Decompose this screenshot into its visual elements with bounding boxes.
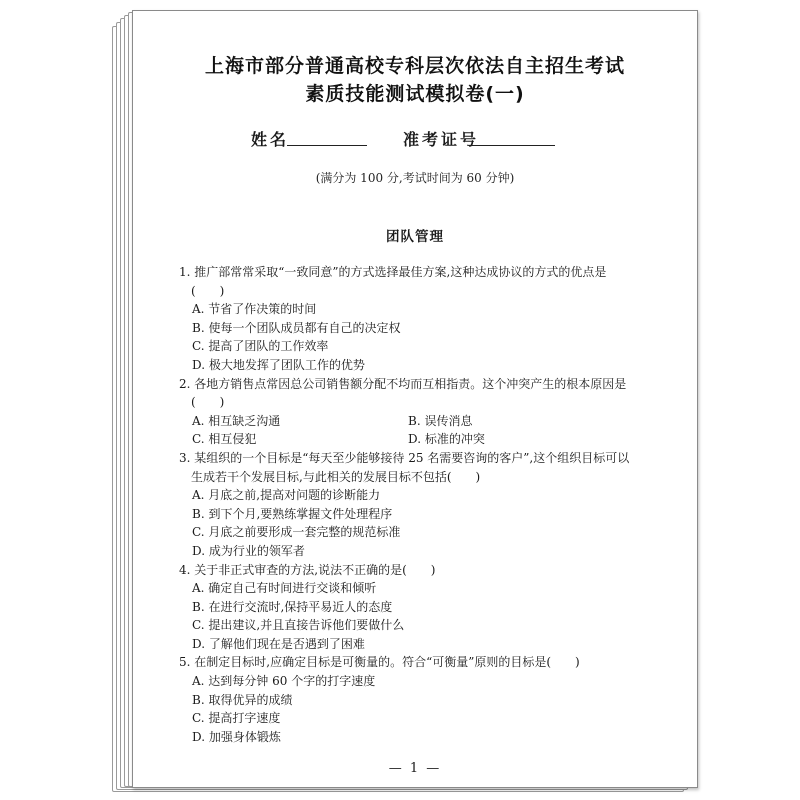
question-list [179,263,669,746]
option-c: C. 相互侵犯 [192,432,257,447]
question-item [179,449,669,561]
option-d: D. 标准的冲突 [408,432,485,447]
option-b: B. 取得优异的成绩 [192,692,293,707]
option-d: D. 加强身体锻炼 [192,729,281,744]
question-text: 5. 在制定目标时,应确定目标是可衡量的。符合“可衡量”原则的目标是( ) [179,655,580,670]
options-list [179,579,669,653]
question-text-continued: 生成若干个发展目标,与此相关的发展目标不包括( ) [191,469,481,484]
section-title: 团队管理 [386,229,444,245]
options-list [179,300,669,374]
option-b: B. 误传消息 [408,413,473,428]
question-item [179,561,669,654]
options-list [179,672,669,746]
option-b: B. 使每一个团队成员都有自己的决定权 [192,320,401,335]
exam-id-label: 准考证号 [403,130,480,149]
option-c: C. 提高了团队的工作效率 [192,339,329,354]
question-text: 3. 某组织的一个目标是“每天至少能够接待 25 名需要咨询的客户”,这个组织目标可以 [179,450,630,465]
question-text-continued: ( ) [191,283,225,298]
option-a: A. 确定自己有时间进行交谈和倾听 [192,581,377,596]
question-item [179,653,669,746]
name-blank-line [287,145,367,146]
option-d: D. 了解他们现在是否遇到了困难 [192,636,365,651]
option-c: C. 提出建议,并且直接告诉他们要做什么 [192,618,405,633]
question-text: 1. 推广部常常采取“一致同意”的方式选择最佳方案,这种达成协议的方式的优点是 [179,265,607,279]
option-b: B. 到下个月,要熟练掌握文件处理程序 [192,506,393,521]
options-grid [179,412,669,449]
question-text-continued: ( ) [191,395,225,410]
exam-id-blank-line [471,145,555,146]
name-label: 姓名 [251,130,290,149]
option-a: A. 月底之前,提高对问题的诊断能力 [192,488,381,503]
option-d: D. 成为行业的领军者 [192,543,305,558]
option-b: B. 在进行交流时,保持平易近人的态度 [192,599,393,614]
option-c: C. 月底之前要形成一套完整的规范标准 [192,525,401,540]
question-item [179,263,669,375]
option-a: A. 节省了作决策的时间 [192,302,317,317]
question-item [179,375,669,449]
page-number: — 1 — [388,761,442,776]
exam-title-line-1: 上海市部分普通高校专科层次依法自主招生考试 [204,55,625,77]
exam-paper-sheet [132,10,698,788]
option-d: D. 极大地发挥了团队工作的优势 [192,357,365,372]
question-text: 2. 各地方销售点常因总公司销售额分配不均而互相指责。这个冲突产生的根本原因是 [179,376,627,391]
score-time-note: (满分为 100 分,考试时间为 60 分钟) [315,171,515,185]
option-a: A. 达到每分钟 60 个字的打字速度 [192,674,376,689]
exam-title-line-2: 素质技能测试模拟卷(一) [305,83,525,105]
option-a: A. 相互缺乏沟通 [192,413,281,428]
question-text: 4. 关于非正式审查的方法,说法不正确的是( ) [179,562,436,577]
options-list [179,486,669,560]
option-c: C. 提高打字速度 [192,711,281,726]
